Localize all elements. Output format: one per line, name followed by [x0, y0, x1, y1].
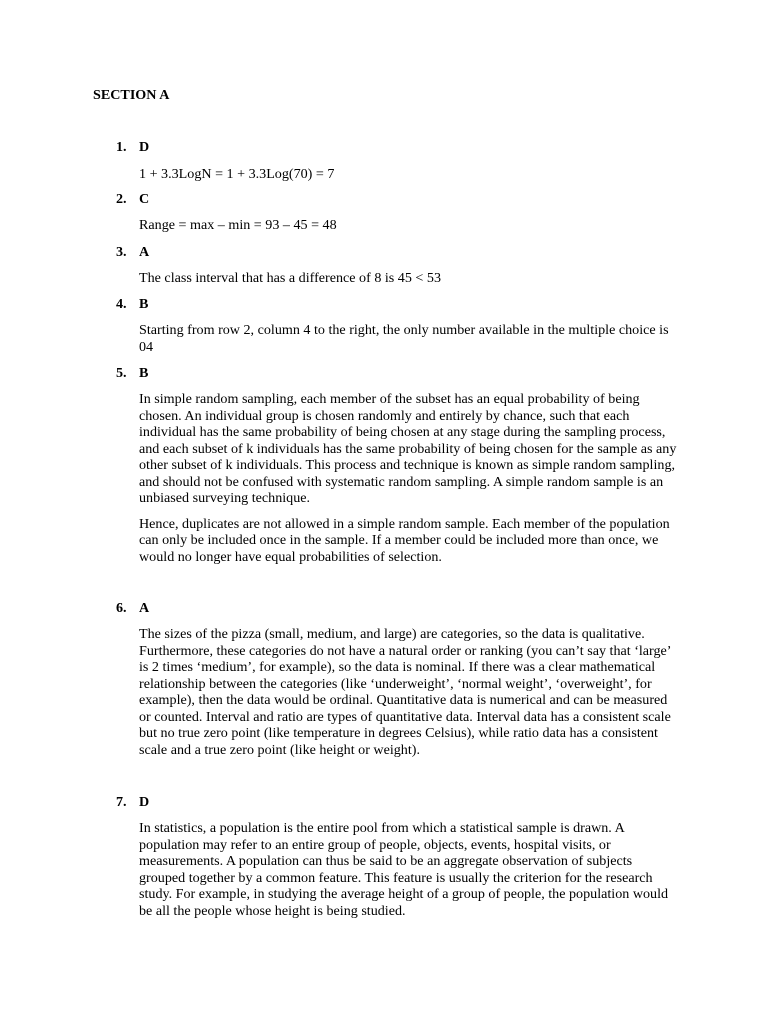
answer-letter: D	[139, 139, 150, 155]
question-number: 3.	[116, 244, 127, 260]
explanation	[139, 270, 679, 287]
explanation-paragraph: Starting from row 2, column 4 to the right, the only number available in the multiple choice is 04	[139, 322, 669, 355]
explanation-paragraph: The class interval that has a difference of 8 is 45 < 53	[139, 270, 441, 286]
question-number: 5.	[116, 365, 127, 381]
section-heading: SECTION A	[93, 87, 170, 103]
explanation	[139, 322, 679, 355]
explanation	[139, 217, 679, 234]
answer-letter: C	[139, 191, 150, 207]
explanation-paragraph: Range = max – min = 93 – 45 = 48	[139, 217, 337, 233]
explanation	[139, 166, 679, 183]
explanation-paragraph: In simple random sampling, each member of the subset has an equal probability of being chosen. An individual group is chosen randomly and entirely by chance, such that each individual has the same probability of being chosen at any stage during the sampling process, and each subset of k individuals has the same probability of being chosen for the sample as any other subset of k individuals. This process and technique is known as simple random sampling, and should not be confused with systematic random sampling. A simple random sample is an unbiased surveying technique.	[139, 391, 677, 506]
answer-letter: B	[139, 296, 149, 312]
question-number: 1.	[116, 139, 127, 155]
answer-letter: A	[139, 244, 150, 260]
explanation	[139, 820, 679, 919]
answer-letter: D	[139, 794, 150, 810]
explanation-paragraph: In statistics, a population is the entire pool from which a statistical sample is drawn. A population may refer to an entire group of people, objects, events, hospital visits, or measurements. A population can thus be said to be an aggregate observation of subjects grouped together by a common feature. This feature is usually the criterion for the research study. For example, in studying the average height of a group of people, the population would be all the people whose height is being studied.	[139, 820, 669, 919]
answer-letter: B	[139, 365, 149, 381]
question-number: 6.	[116, 600, 127, 616]
explanation	[139, 391, 679, 565]
question-number: 4.	[116, 296, 127, 312]
explanation-paragraph: 1 + 3.3LogN = 1 + 3.3Log(70) = 7	[139, 166, 335, 182]
answer-letter: A	[139, 600, 150, 616]
explanation-paragraph: The sizes of the pizza (small, medium, and large) are categories, so the data is qualitative. Furthermore, these categories do not have a natural order or ranking (you can’t say that ‘large’ is 2 times ‘medium’, for example), so the data is nominal. If there was a clear mathematical relationship between the categories (like ‘underweight’, ‘normal weight’, ‘overweight’, for example), then the data would be ordinal. Quantitative data is numerical and can be measured or counted. Interval and ratio are types of quantitative data. Interval data has a consistent scale but no true zero point (like temperature in degrees Celsius), while ratio data has a consistent scale and a true zero point (like height or weight).	[139, 626, 671, 758]
question-number: 7.	[116, 794, 127, 810]
explanation	[139, 626, 679, 758]
explanation-paragraph: Hence, duplicates are not allowed in a simple random sample. Each member of the population can only be included once in the sample. If a member could be included more than once, we would no longer have equal probabilities of selection.	[139, 515, 670, 565]
question-number: 2.	[116, 191, 127, 207]
